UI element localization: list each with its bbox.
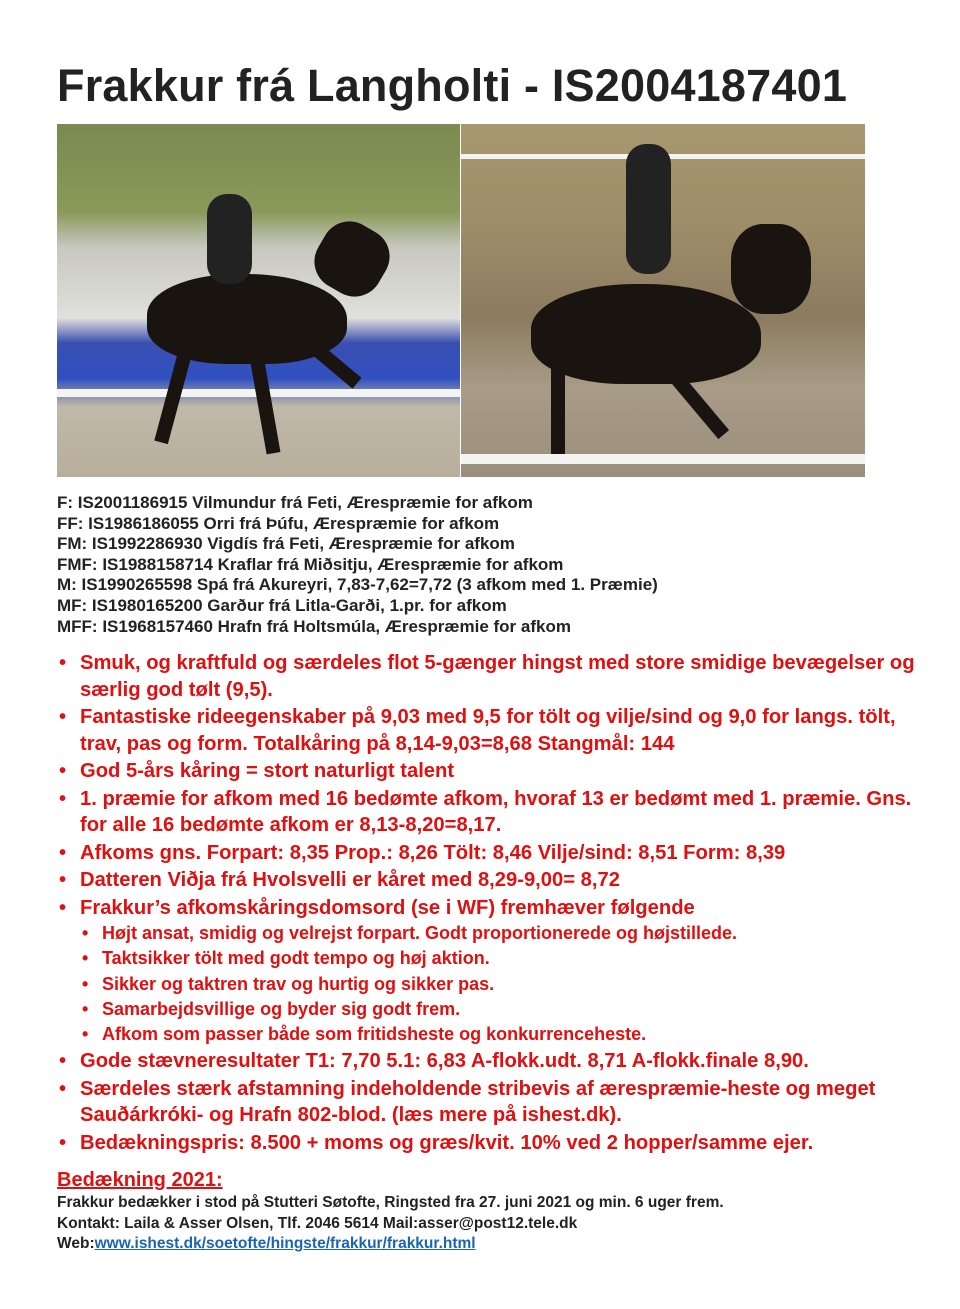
photo-horse-rider-track: [461, 124, 866, 477]
sub-list: [80, 921, 917, 1047]
list-item: • Bedækningspris: 8.500 + moms og græs/kvit. 10% ved 2 hopper/samme ejer.: [57, 1130, 917, 1157]
sub-list-item: • Taktsikker tölt med godt tempo og høj aktion.: [80, 946, 917, 971]
photo-horse-rider-show: [57, 124, 460, 477]
footer-contact: [57, 1167, 724, 1255]
list-item: • God 5-års kåring = stort naturligt talent: [57, 758, 917, 785]
list-item: • 1. præmie for afkom med 16 bedømte afkom, hvoraf 13 er bedømt med 1. præmie. Gns. for alle 16 bedømte afkom er 8,13-8,20=8,17.: [57, 786, 917, 839]
pedigree-father-mother-father: FMF: IS1988158714 Kraflar frá Miðsitju, Ærespræmie for afkom: [57, 554, 564, 574]
footer-web-line: [57, 1234, 724, 1255]
web-label: Web:: [57, 1235, 95, 1252]
email-address[interactable]: asser@post12.tele.dk: [418, 1214, 578, 1232]
list-item: • Særdeles stærk afstamning indeholdende stribevis af ærespræmie-heste og meget Sauðárkróki- og Hrafn 802-blod. (læs mere på ishest.dk).: [57, 1076, 917, 1129]
photo-strip: [57, 124, 865, 477]
list-item-text: Frakkur’s afkomskåringsdomsord (se i WF) fremhæver følgende: [80, 896, 695, 919]
sub-list-item: • Højt ansat, smidig og velrejst forpart. Godt proportionerede og højstillede.: [80, 921, 917, 946]
footer-contact-line: [57, 1214, 724, 1235]
website-link[interactable]: www.ishest.dk/soetofte/hingste/frakkur/frakkur.html: [94, 1235, 476, 1252]
list-item: • Gode stævneresultater T1: 7,70 5.1: 6,83 A-flokk.udt. 8,71 A-flokk.finale 8,90.: [57, 1048, 917, 1075]
sub-list-item: • Sikker og taktren trav og hurtig og sikker pas.: [80, 972, 917, 997]
sub-list-item: • Samarbejdsvillige og byder sig godt frem.: [80, 997, 917, 1022]
page-title: Frakkur frá Langholti - IS2004187401: [57, 60, 848, 111]
footer-stud-info: Frakkur bedækker i stod på Stutteri Søtofte, Ringsted fra 27. juni 2021 og min. 6 uger frem.: [57, 1194, 724, 1211]
contact-text: Kontakt: Laila & Asser Olsen, Tlf. 2046 5614 Mail:: [57, 1214, 419, 1232]
pedigree-mother: M: IS1990265598 Spá frá Akureyri, 7,83-7,62=7,72 (3 afkom med 1. Præmie): [57, 575, 658, 595]
pedigree-list: [57, 493, 658, 637]
list-item: • Datteren Viðja frá Hvolsvelli er kåret med 8,29-9,00= 8,72: [57, 867, 917, 894]
pedigree-father: F: IS2001186915 Vilmundur frá Feti, Ærespræmie for afkom: [57, 493, 533, 512]
sub-list-item: • Afkom som passer både som fritidsheste og konkurrenceheste.: [80, 1022, 917, 1047]
footer-heading: Bedækning 2021:: [57, 1169, 223, 1191]
pedigree-mother-father: MF: IS1980165200 Garður frá Litla-Garði, 1.pr. for afkom: [57, 595, 507, 615]
list-item: • Afkoms gns. Forpart: 8,35 Prop.: 8,26 Tölt: 8,46 Vilje/sind: 8,51 Form: 8,39: [57, 840, 917, 867]
highlights-list: [57, 650, 917, 1157]
list-item-with-sublist: [57, 895, 917, 1048]
pedigree-father-father: FF: IS1986186055 Orri frá Þúfu, Ærespræmie for afkom: [57, 513, 500, 533]
list-item: • Smuk, og kraftfuld og særdeles flot 5-gænger hingst med store smidige bevægelser og særlig god tølt (9,5).: [57, 650, 917, 703]
pedigree-father-mother: FM: IS1992286930 Vigdís frá Feti, Ærespræmie for afkom: [57, 534, 515, 554]
list-item: • Fantastiske rideegenskaber på 9,03 med 9,5 for tölt og vilje/sind og 9,0 for langs. tölt, trav, pas og form. Totalkåring på 8,14-9,03=8,68 Stangmål: 144: [57, 704, 917, 757]
pedigree-mother-father-father: MFF: IS1968157460 Hrafn frá Holtsmúla, Ærespræmie for afkom: [57, 616, 571, 636]
